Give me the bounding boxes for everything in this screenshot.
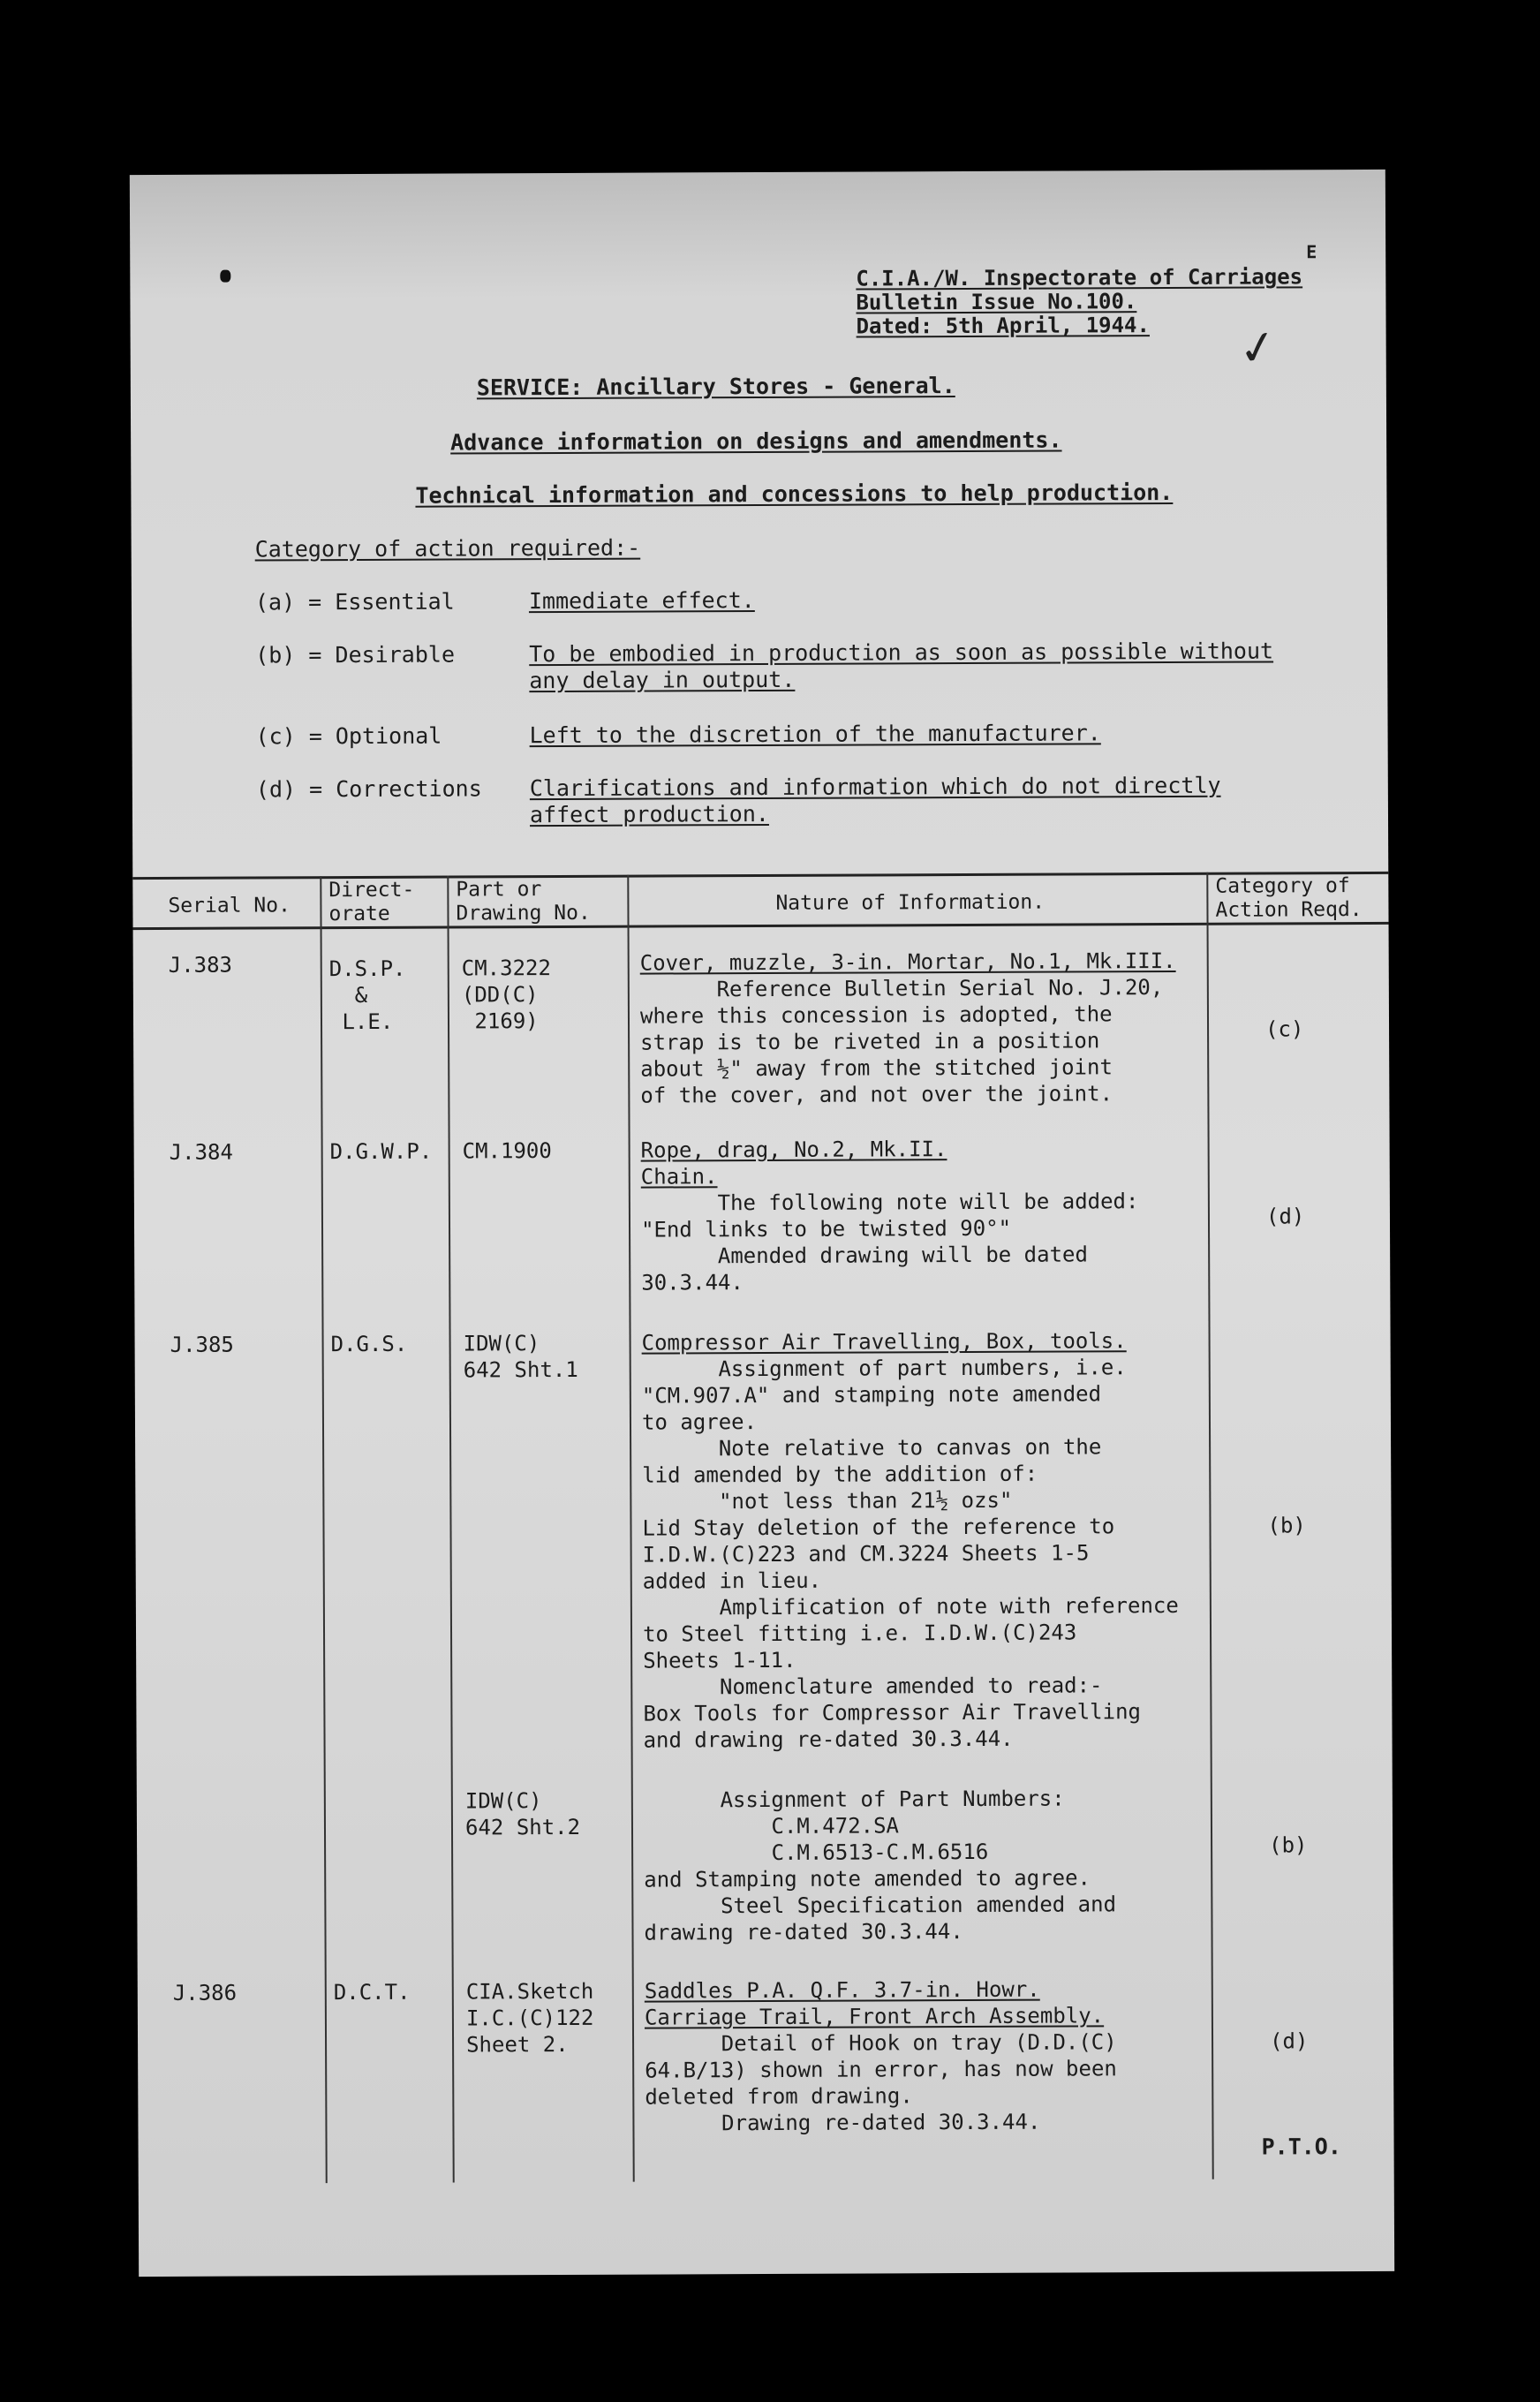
nature-title: Rope, drag, No.2, Mk.II. Chain.: [640, 1137, 947, 1190]
category-desc: Clarifications and information which do not directly affect production.: [529, 772, 1221, 828]
header-line-2: Bulletin Issue No.100.: [856, 289, 1137, 315]
part-cell: IDW(C) 642 Sht.2: [464, 1788, 581, 1840]
directorate-cell: D.G.S.: [330, 1331, 408, 1357]
header-serial: Serial No.: [168, 894, 291, 918]
page-turn-note: P.T.O.: [1261, 2134, 1341, 2160]
part-cell: CM.1900: [462, 1138, 552, 1164]
serial-cell: J.383: [168, 952, 233, 978]
header-part: Part or Drawing No.: [456, 878, 591, 925]
serial-cell: J.386: [172, 1980, 238, 2005]
category-code: (d) = Corrections: [255, 775, 482, 803]
category-code: (c) = Optional: [255, 722, 442, 750]
advance-title: Advance information on designs and amendments.: [450, 427, 1062, 456]
header-line-1: C.I.A./W. Inspectorate of Carriages: [856, 264, 1303, 291]
category-cell: (d): [1269, 2028, 1309, 2054]
nature-title: Compressor Air Travelling, Box, tools.: [641, 1328, 1127, 1356]
serial-cell: J.385: [170, 1332, 234, 1357]
column-divider: [320, 876, 327, 2183]
directorate-cell: D.S.P. & L.E.: [328, 956, 406, 1035]
category-desc: Immediate effect.: [528, 587, 755, 615]
document-header: [856, 265, 1302, 338]
category-intro: Category of action required:-: [254, 534, 641, 563]
column-divider: [1206, 872, 1213, 2179]
category-b: [255, 638, 1315, 704]
column-divider: [627, 875, 634, 2182]
header-nature: Nature of Information.: [775, 890, 1046, 915]
category-cell: (b): [1269, 1832, 1308, 1858]
check-mark-icon: ✓: [1235, 313, 1279, 381]
nature-body: Assignment of Part Numbers: C.M.472.SA C.M.6513-C.M.6516 and Stamping note amended to agree. Steel Specification amended and drawing re-dated 30.3.44.: [643, 1786, 1117, 1945]
category-d: [256, 772, 1316, 838]
nature-title: Saddles P.A. Q.F. 3.7-in. Howr. Carriage Trail, Front Arch Assembly.: [644, 1976, 1105, 2030]
category-desc: Left to the discretion of the manufacturer.: [529, 720, 1101, 749]
header-line-3: Dated: 5th April, 1944.: [856, 313, 1150, 339]
category-code: (a) = Essential: [254, 588, 455, 616]
category-cell: (b): [1267, 1513, 1306, 1538]
category-desc: To be embodied in production as soon as possible without any delay in output.: [529, 638, 1274, 694]
nature-body: The following note will be added: "End links to be twisted 90°" Amended drawing will be dated 30.3.44.: [640, 1189, 1139, 1295]
nature-body: Assignment of part numbers, i.e. "CM.907.A" and stamping note amended to agree. Note relative to canvas on the lid amended by the addition of: "not less than 21½ ozs" Lid Stay deletion of the reference to I.D.W.(C)223 and CM.3224 Sheets 1-5 added in lieu. Amplification of note with reference to Steel fitting i.e. I.D.W.(C)243 Sheets 1-11. Nomenclature amended to read:- Box Tools for Compressor Air Travelling and drawing re-dated 30.3.44.: [641, 1355, 1179, 1753]
header-category: Category of Action Reqd.: [1215, 874, 1363, 922]
column-divider: [447, 876, 454, 2183]
category-a: [255, 585, 1315, 624]
directorate-cell: D.C.T.: [333, 1979, 411, 2005]
serial-cell: J.384: [169, 1139, 233, 1165]
directorate-cell: D.G.W.P.: [329, 1138, 433, 1165]
nature-body: Reference Bulletin Serial No. J.20, where this concession is adopted, the strap is to be riveted in a position about ½" away from the stitched joint of the cover, and not over the joint.: [639, 975, 1164, 1108]
part-cell: CM.3222 (DD(C) 2169): [461, 956, 551, 1034]
nature-title: Cover, muzzle, 3-in. Mortar, No.1, Mk.III.: [639, 948, 1176, 976]
corner-mark: E: [1306, 241, 1317, 263]
technical-title: Technical information and concessions to help production.: [415, 479, 1174, 509]
category-cell: (d): [1265, 1204, 1305, 1229]
category-cell: (c): [1264, 1016, 1304, 1042]
ink-spot: [220, 270, 230, 283]
header-directorate: Direct- orate: [328, 878, 415, 926]
category-c: [256, 719, 1316, 759]
service-title: SERVICE: Ancillary Stores - General.: [476, 373, 955, 401]
document-page: [130, 170, 1394, 2277]
nature-body: Detail of Hook on tray (D.D.(C) 64.B/13) shown in error, has now been deleted from drawing. Drawing re-dated 30.3.44.: [644, 2029, 1117, 2136]
part-cell: CIA.Sketch I.C.(C)122 Sheet 2.: [465, 1978, 594, 2058]
part-cell: IDW(C) 642 Sht.1: [463, 1331, 578, 1383]
category-code: (b) = Desirable: [255, 641, 456, 668]
